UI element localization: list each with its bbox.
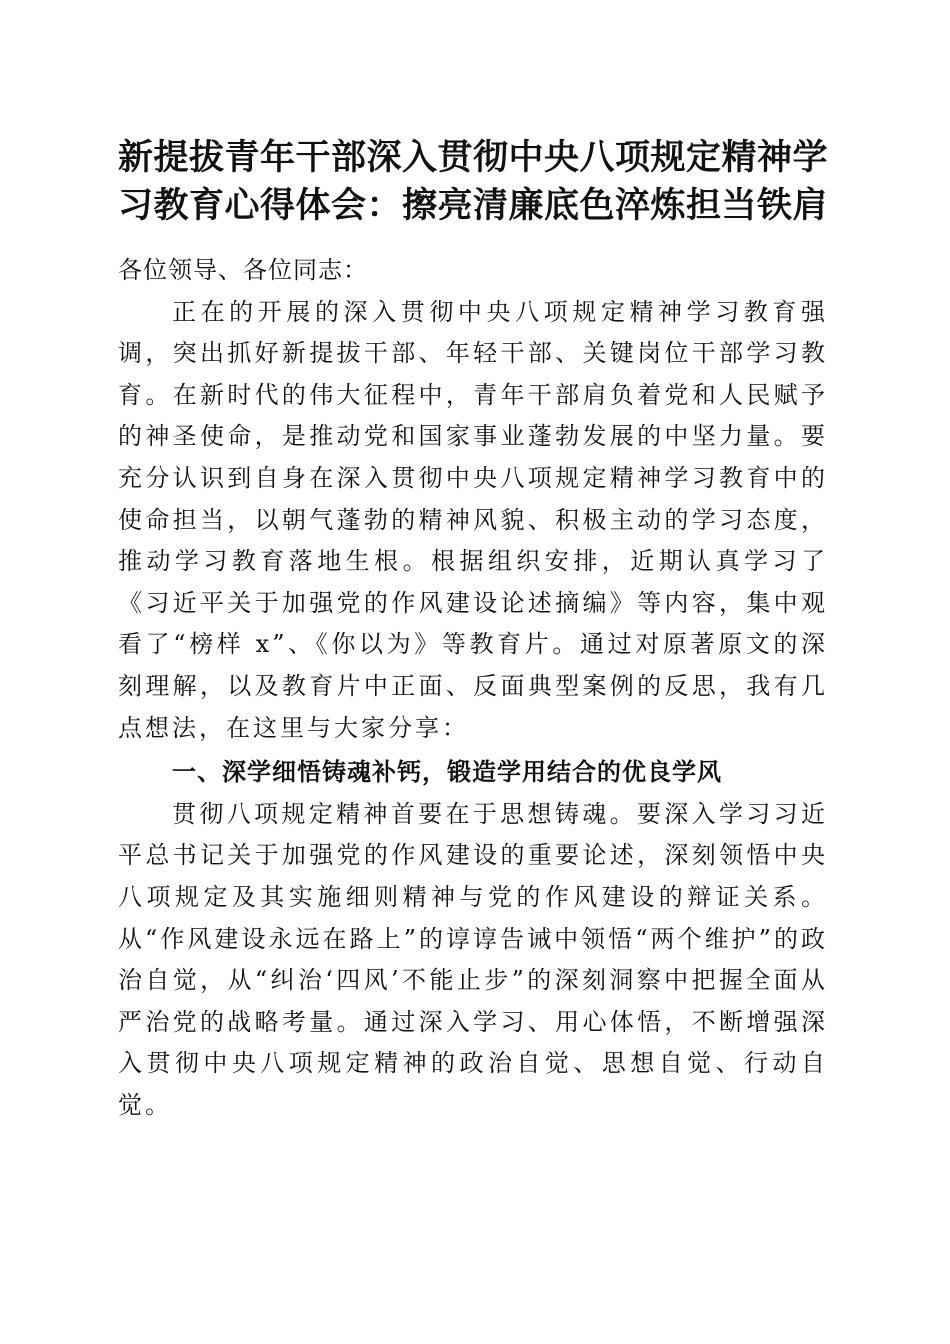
salutation: 各位领导、各位同志： [118,256,368,284]
document-body [118,250,828,1126]
title-line-2: 习教育心得体会：擦亮清廉底色淬炼担当铁肩 [118,185,829,226]
document-title [118,134,838,230]
paragraph-intro: 正在的开展的深入贯彻中央八项规定精神学习教育强调，突出抓好新提拔干部、年轻干部、关键岗位干部学习教育。在新时代的伟大征程中，青年干部肩负着党和人民赋予的神圣使命，是推动党和国家事业蓬勃发展的中坚力量。要充分认识到自身在深入贯彻中央八项规定精神学习教育中的使命担当，以朝气蓬勃的精神风貌、积极主动的学习态度，推动学习教育落地生根。根据组织安排，近期认真学习了《习近平关于加强党的作风建设论述摘编》等内容，集中观看了“榜样 x”、《你以为》等教育片。通过对原著原文的深刻理解，以及教育片中正面、反面典型案例的反思，我有几点想法，在这里与大家分享： [118,297,828,742]
title-line-1: 新提拔青年干部深入贯彻中央八项规定精神学 [118,137,829,178]
section-heading-1: 一、深学细悟铸魂补钙，锻造学用结合的优良学风 [172,758,722,787]
paragraph-section-1: 贯彻八项规定精神首要在于思想铸魂。要深入学习习近平总书记关于加强党的作风建设的重要论述，深刻领悟中央八项规定及其实施细则精神与党的作风建设的辩证关系。从“作风建设永远在路上”的谆谆告诫中领悟“两个维护”的政治自觉，从“纠治‘四风’不能止步”的深刻洞察中把握全面从严治党的战略考量。通过深入学习、用心体悟，不断增强深入贯彻中央八项规定精神的政治自觉、思想自觉、行动自觉。 [118,799,828,1119]
